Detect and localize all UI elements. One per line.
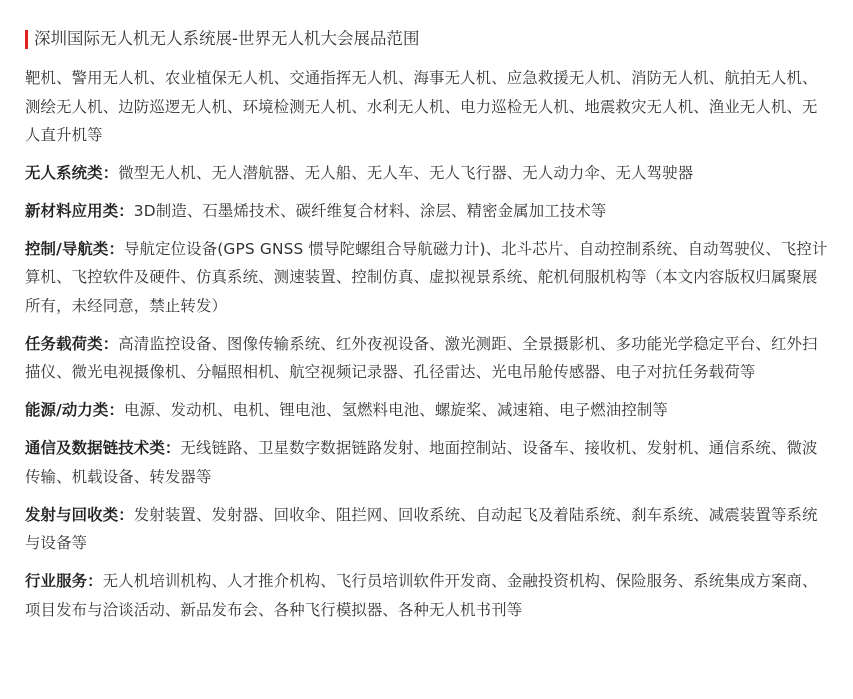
scope-text: 导航定位设备(GPS GNSS 惯导陀螺组合导航磁力计)、北斗芯片、自动控制系统、自动驾驶仪、飞控计算机、飞控软件及硬件、仿真系统、测速装置、控制仿真、虚拟视景系统、舵机伺服机构等（本文内容版权归属聚展所有，未经同意，禁止转发） [25,239,828,315]
scope-label: 无人系统类： [25,163,119,182]
scope-text: 无线链路、卫星数字数据链路发射、地面控制站、设备车、接收机、发射机、通信系统、微波传输、机载设备、转发器等 [25,439,818,486]
scope-label: 发射与回收类： [25,505,134,524]
scope-paragraph-drones [25,64,829,150]
scope-paragraph-payload [25,330,829,387]
scope-paragraph-communication [25,434,829,491]
scope-text: 3D制造、石墨烯技术、碳纤维复合材料、涂层、精密金属加工技术等 [133,201,607,220]
heading-title: 深圳国际无人机无人系统展-世界无人机大会展品范围 [34,29,420,48]
scope-paragraph-control-navigation [25,235,829,321]
scope-text: 靶机、警用无人机、农业植保无人机、交通指挥无人机、海事无人机、应急救援无人机、消防无人机、航拍无人机、测绘无人机、边防巡逻无人机、环境检测无人机、水利无人机、电力巡检无人机、地震救灾无人机、渔业无人机、无人直升机等 [25,69,818,144]
heading-accent-bar [25,30,28,49]
scope-text: 发射装置、发射器、回收伞、阻拦网、回收系统、自动起飞及着陆系统、刹车系统、减震装置等系统与设备等 [25,505,818,552]
scope-label: 控制/导航类： [25,239,125,258]
scope-paragraph-launch-recovery [25,501,829,558]
scope-paragraph-unmanned-systems [25,159,829,188]
scope-text: 微型无人机、无人潜航器、无人船、无人车、无人飞行器、无人动力伞、无人驾驶器 [118,163,694,182]
scope-label: 能源/动力类： [25,401,125,419]
scope-label: 通信及数据链技术类： [25,439,181,457]
scope-paragraph-industry-services [25,567,829,624]
section-heading [25,28,829,50]
scope-paragraph-new-materials [25,197,829,226]
exhibit-scope-list [25,64,829,624]
scope-label: 行业服务： [25,572,103,590]
scope-label: 任务载荷类： [25,334,119,353]
article [0,28,853,699]
scope-label: 新材料应用类： [25,201,134,220]
scope-text: 无人机培训机构、人才推介机构、飞行员培训软件开发商、金融投资机构、保险服务、系统集成方案商、项目发布与洽谈活动、新品发布会、各种飞行模拟器、各种无人机书刊等 [25,572,818,619]
scope-text: 高清监控设备、图像传输系统、红外夜视设备、激光测距、全景摄影机、多功能光学稳定平台、红外扫描仪、微光电视摄像机、分幅照相机、航空视频记录器、孔径雷达、光电吊舱传感器、电子对抗任务载荷等 [25,334,818,381]
scope-paragraph-energy-power [25,396,829,425]
scope-text: 电源、发动机、电机、锂电池、氢燃料电池、螺旋桨、减速箱、电子燃油控制等 [124,401,668,419]
